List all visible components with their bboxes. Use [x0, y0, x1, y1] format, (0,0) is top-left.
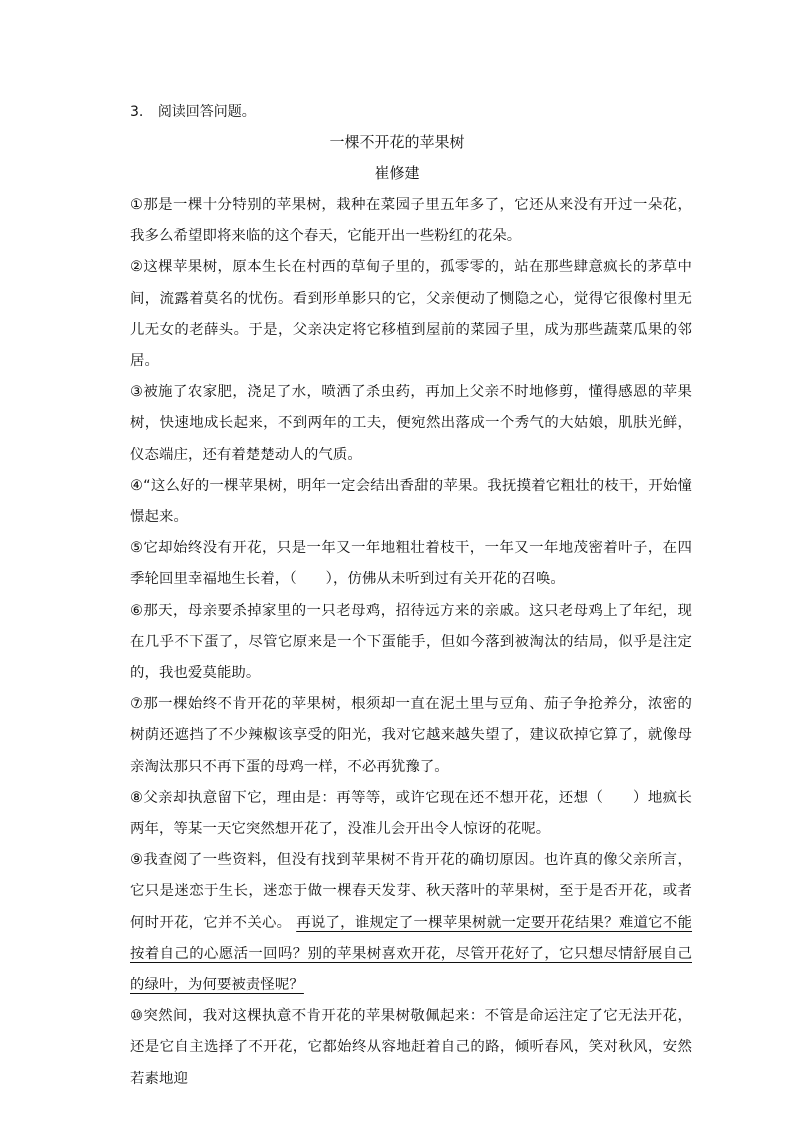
article-title: 一棵不开花的苹果树 — [329, 133, 465, 151]
paragraph-6: ⑥那天，母亲要杀掉家里的一只老母鸡，招待远方来的亲戚。这只老母鸡上了年纪，现在几乎不下蛋了，尽管它原来是一个下蛋能手，但如今落到被淘汰的结局，似乎是注定的，我也爱莫能助。 — [130, 602, 692, 682]
article-body — [130, 190, 692, 1095]
paragraph-1: ①那是一棵十分特别的苹果树，栽种在菜园子里五年多了，它还从来没有开过一朵花，我多么希望即将来临的这个春天，它能开出一些粉红的花朵。 — [130, 197, 692, 245]
paragraph-3: ③被施了农家肥，浇足了水，喷洒了杀虫药，再加上父亲不时地修剪，懂得感恩的苹果树，快速地成长起来，不到两年的工夫，便宛然出落成一个秀气的大姑娘，肌肤光鲜，仪态端庄，还有着楚楚动人的气质。 — [130, 384, 692, 463]
paragraph-8: ⑧父亲却执意留下它，理由是：再等等，或许它现在还不想开花，还想（ ）地疯长两年，等某一天它突然想开花了，没准儿会开出令人惊讶的花呢。 — [130, 789, 692, 838]
paragraph-9-plain: ⑨我查阅了一些资料，但没有找到苹果树不肯开花的确切原因。也许真的像父亲所言，它只是迷恋于生长，迷恋于做一棵春天发芽、秋天落叶的苹果树，至于是否开花，或者何时开花，它并不关心。 — [130, 852, 692, 931]
paragraph-5: ⑤它却始终没有开花，只是一年又一年地粗壮着枝干，一年又一年地茂密着叶子，在四季轮回里幸福地生长着，（ ），仿佛从未听到过有关开花的召唤。 — [130, 540, 692, 588]
question-header — [130, 102, 256, 122]
article-author: 崔修建 — [374, 164, 420, 182]
question-number: 3. — [130, 104, 144, 120]
paragraph-10: ⑩突然间，我对这棵执意不肯开花的苹果树敬佩起来：不管是命运注定了它无法开花，还是它自主选择了不开花，它都始终从容地赶着自己的路，倾听春风，笑对秋风，安然若素地迎 — [130, 1008, 692, 1087]
paragraph-7: ⑦那一棵始终不肯开花的苹果树，根须却一直在泥土里与豆角、茄子争抢养分，浓密的树荫还遮挡了不少辣椒该享受的阳光，我对它越来越失望了，建议砍掉它算了，就像母亲淘汰那只不再下蛋的母鸡一样，不必再犹豫了。 — [130, 696, 692, 775]
paragraph-4: ④“这么好的一棵苹果树，明年一定会结出香甜的苹果。我抚摸着它粗壮的枝干，开始憧憬起来。 — [130, 477, 692, 526]
question-prompt: 阅读回答问题。 — [157, 104, 256, 120]
paragraph-9-underlined: 再说了，谁规定了一棵苹果树就一定要开花结果？难道它不能按着自己的心愿活一回吗？别的苹果树喜欢开花，尽管开花好了，它只想尽情舒展自己的绿叶，为何要被责怪呢？ — [130, 914, 693, 994]
paragraph-2: ②这棵苹果树，原本生长在村西的草甸子里的，孤零零的，站在那些肆意疯长的茅草中间，流露着莫名的忧伤。看到形单影只的它，父亲便动了恻隐之心，觉得它很像村里无儿无女的老薛头。于是，父亲决定将它移植到屋前的菜园子里，成为那些蔬菜瓜果的邻居。 — [130, 259, 692, 370]
paragraph-9 — [130, 845, 692, 1001]
